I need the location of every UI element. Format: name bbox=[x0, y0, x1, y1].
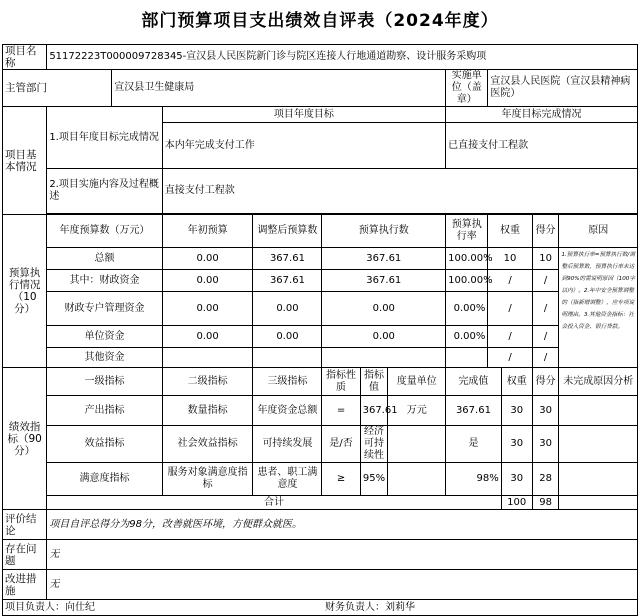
perf-level1: 产出指标 bbox=[47, 396, 162, 426]
budget-initial-header: 年初预算 bbox=[162, 215, 253, 248]
dept-value: 宣汉县卫生健康局 bbox=[112, 70, 446, 107]
perf-completed: 是 bbox=[446, 426, 502, 463]
perf-level2: 服务对象满意度指标 bbox=[162, 463, 253, 496]
basic-info-label: 项目基本情况 bbox=[3, 107, 47, 215]
perf-weight: 30 bbox=[501, 426, 532, 463]
budget-weight: / bbox=[488, 292, 532, 326]
perf-completed-header: 完成值 bbox=[446, 368, 502, 396]
impl-unit-label: 实施单位（盖章） bbox=[446, 70, 488, 107]
budget-row-label: 总额 bbox=[47, 248, 162, 270]
perf-level3: 可持续发展 bbox=[253, 426, 322, 463]
perf-level1: 满意度指标 bbox=[47, 463, 162, 496]
budget-initial: 0.00 bbox=[162, 270, 253, 292]
perf-reason bbox=[559, 426, 638, 463]
perf-reason bbox=[559, 463, 638, 496]
perf-unit-header: 度量单位 bbox=[388, 368, 446, 396]
project-lead: 项目负责人：向仕纪 bbox=[3, 600, 322, 616]
target-text: 本内年完成支付工作 bbox=[162, 123, 445, 169]
perf-weight-header: 权重 bbox=[501, 368, 532, 396]
budget-executed bbox=[322, 348, 446, 368]
eval-text: 项目自评总得分为98分，改善就医环境，方便群众就医。 bbox=[47, 510, 638, 540]
measures-row bbox=[3, 570, 638, 600]
impl-unit-value: 宣汉县人民医院（宣汉县精神病医院） bbox=[488, 70, 638, 107]
perf-reason bbox=[559, 396, 638, 426]
perf-weight: 30 bbox=[501, 396, 532, 426]
perf-unit bbox=[388, 463, 446, 496]
perf-value-header: 指标值 bbox=[360, 368, 388, 396]
perf-row bbox=[3, 396, 638, 426]
perf-row bbox=[3, 426, 638, 463]
budget-score: / bbox=[532, 270, 559, 292]
perf-section-label: 绩效指标（90分） bbox=[3, 368, 47, 510]
perf-nature: ≥ bbox=[322, 463, 360, 496]
department-row bbox=[3, 70, 638, 107]
signature-row bbox=[3, 600, 638, 616]
budget-row bbox=[3, 292, 638, 326]
budget-row bbox=[3, 270, 638, 292]
perf-row bbox=[3, 463, 638, 496]
eval-row bbox=[3, 510, 638, 540]
perf-level3: 年度资金总额 bbox=[253, 396, 322, 426]
perf-unit: 万元 bbox=[388, 396, 446, 426]
total-row bbox=[3, 496, 638, 510]
perf-level3-header: 三级指标 bbox=[253, 368, 322, 396]
perf-score: 30 bbox=[532, 426, 559, 463]
budget-rate: 100.00% bbox=[446, 270, 488, 292]
budget-executed-header: 预算执行数 bbox=[322, 215, 446, 248]
perf-value: 经济可持续性 bbox=[360, 426, 388, 463]
budget-row bbox=[3, 248, 638, 270]
budget-initial: 0.00 bbox=[162, 326, 253, 348]
budget-row bbox=[3, 326, 638, 348]
budget-initial: 0.00 bbox=[162, 292, 253, 326]
perf-score: 28 bbox=[532, 463, 559, 496]
budget-adjusted: 367.61 bbox=[253, 248, 322, 270]
perf-level2: 社会效益指标 bbox=[162, 426, 253, 463]
budget-executed: 367.61 bbox=[322, 248, 446, 270]
budget-section-label: 预算执行情况（10分） bbox=[3, 215, 47, 368]
budget-weight: / bbox=[488, 270, 532, 292]
budget-score: 10 bbox=[532, 248, 559, 270]
perf-reason-header: 未完成原因分析 bbox=[559, 368, 638, 396]
target-header: 项目年度目标 bbox=[162, 107, 445, 123]
budget-weight: / bbox=[488, 326, 532, 348]
project-name-value: 51172223T000009728345-宣汉县人民医院新门诊与院区连接人行地通道勘察、设计服务采购项 bbox=[47, 45, 638, 70]
budget-executed: 367.61 bbox=[322, 270, 446, 292]
budget-rate-header: 预算执行率 bbox=[446, 215, 488, 248]
project-name-label: 项目名称 bbox=[3, 45, 47, 70]
perf-weight: 30 bbox=[501, 463, 532, 496]
budget-rate bbox=[446, 348, 488, 368]
budget-row bbox=[3, 348, 638, 368]
total-label: 合计 bbox=[47, 496, 501, 510]
perf-completed: 98% bbox=[446, 463, 502, 496]
total-weight: 100 bbox=[501, 496, 532, 510]
perf-nature: = bbox=[322, 396, 360, 426]
budget-row-label: 其中：财政资金 bbox=[47, 270, 162, 292]
budget-row-label: 单位资金 bbox=[47, 326, 162, 348]
budget-score: / bbox=[532, 326, 559, 348]
budget-adjusted-header: 调整后预算数 bbox=[253, 215, 322, 248]
perf-score: 30 bbox=[532, 396, 559, 426]
perf-nature: 是/否 bbox=[322, 426, 360, 463]
process-row-label: 2.项目实施内容及过程概述 bbox=[47, 169, 162, 214]
total-score: 98 bbox=[532, 496, 559, 510]
perf-value: 367.61 bbox=[360, 396, 388, 426]
measures-text: 无 bbox=[47, 570, 638, 600]
perf-header-row bbox=[3, 368, 638, 396]
budget-executed: 0.00 bbox=[322, 326, 446, 348]
perf-score-header: 得分 bbox=[532, 368, 559, 396]
finance-lead: 财务负责人：刘莉华 bbox=[322, 600, 638, 616]
budget-row-label: 其他资金 bbox=[47, 348, 162, 368]
perf-level1-header: 一级指标 bbox=[47, 368, 162, 396]
perf-level2-header: 二级指标 bbox=[162, 368, 253, 396]
budget-adjusted bbox=[253, 348, 322, 368]
self-evaluation-table bbox=[2, 44, 638, 616]
issues-row bbox=[3, 540, 638, 570]
budget-adjusted: 0.00 bbox=[253, 326, 322, 348]
budget-rate: 0.00% bbox=[446, 292, 488, 326]
budget-executed: 0.00 bbox=[322, 292, 446, 326]
perf-level3: 患者、职工满意度 bbox=[253, 463, 322, 496]
budget-reason-header: 原因 bbox=[559, 215, 638, 248]
perf-unit bbox=[388, 426, 446, 463]
budget-adjusted: 0.00 bbox=[253, 292, 322, 326]
budget-score: / bbox=[532, 292, 559, 326]
budget-weight: / bbox=[488, 348, 532, 368]
budget-amount-header: 年度预算数（万元） bbox=[47, 215, 162, 248]
eval-label: 评价结论 bbox=[3, 510, 47, 540]
dept-label: 主管部门 bbox=[3, 70, 112, 107]
page-title: 部门预算项目支出绩效自评表（2024年度） bbox=[141, 11, 499, 31]
budget-reason-note: 1.预算执行率=预算执行数/调整后预算数，预算执行率未达到90%的需说明原因（100字以内）。2.年中安全预算调整的（指新增调整），应专项说明理由。3.其他资金指标：社会投入资金、银行贷款。 bbox=[559, 248, 638, 368]
perf-value: 95% bbox=[360, 463, 388, 496]
issues-text: 无 bbox=[47, 540, 638, 570]
project-name-row bbox=[3, 45, 638, 70]
completion-text: 已直接支付工程款 bbox=[446, 123, 638, 169]
perf-level2: 数量指标 bbox=[162, 396, 253, 426]
budget-rate: 100.00% bbox=[446, 248, 488, 270]
target-row-label: 1.项目年度目标完成情况 bbox=[47, 107, 162, 169]
budget-initial: 0.00 bbox=[162, 248, 253, 270]
budget-score-header: 得分 bbox=[532, 215, 559, 248]
budget-row-label: 财政专户管理资金 bbox=[47, 292, 162, 326]
budget-weight-header: 权重 bbox=[488, 215, 532, 248]
perf-level1: 效益指标 bbox=[47, 426, 162, 463]
budget-rate: 0.00% bbox=[446, 326, 488, 348]
completion-header: 年度目标完成情况 bbox=[446, 107, 638, 123]
budget-header-row bbox=[3, 215, 638, 248]
measures-label: 改进措施 bbox=[3, 570, 47, 600]
budget-weight: 10 bbox=[488, 248, 532, 270]
budget-initial bbox=[162, 348, 253, 368]
budget-score: / bbox=[532, 348, 559, 368]
budget-adjusted: 367.61 bbox=[253, 270, 322, 292]
perf-nature-header: 指标性质 bbox=[322, 368, 360, 396]
process-text: 直接支付工程款 bbox=[162, 169, 637, 214]
issues-label: 存在问题 bbox=[3, 540, 47, 570]
perf-completed: 367.61 bbox=[446, 396, 502, 426]
